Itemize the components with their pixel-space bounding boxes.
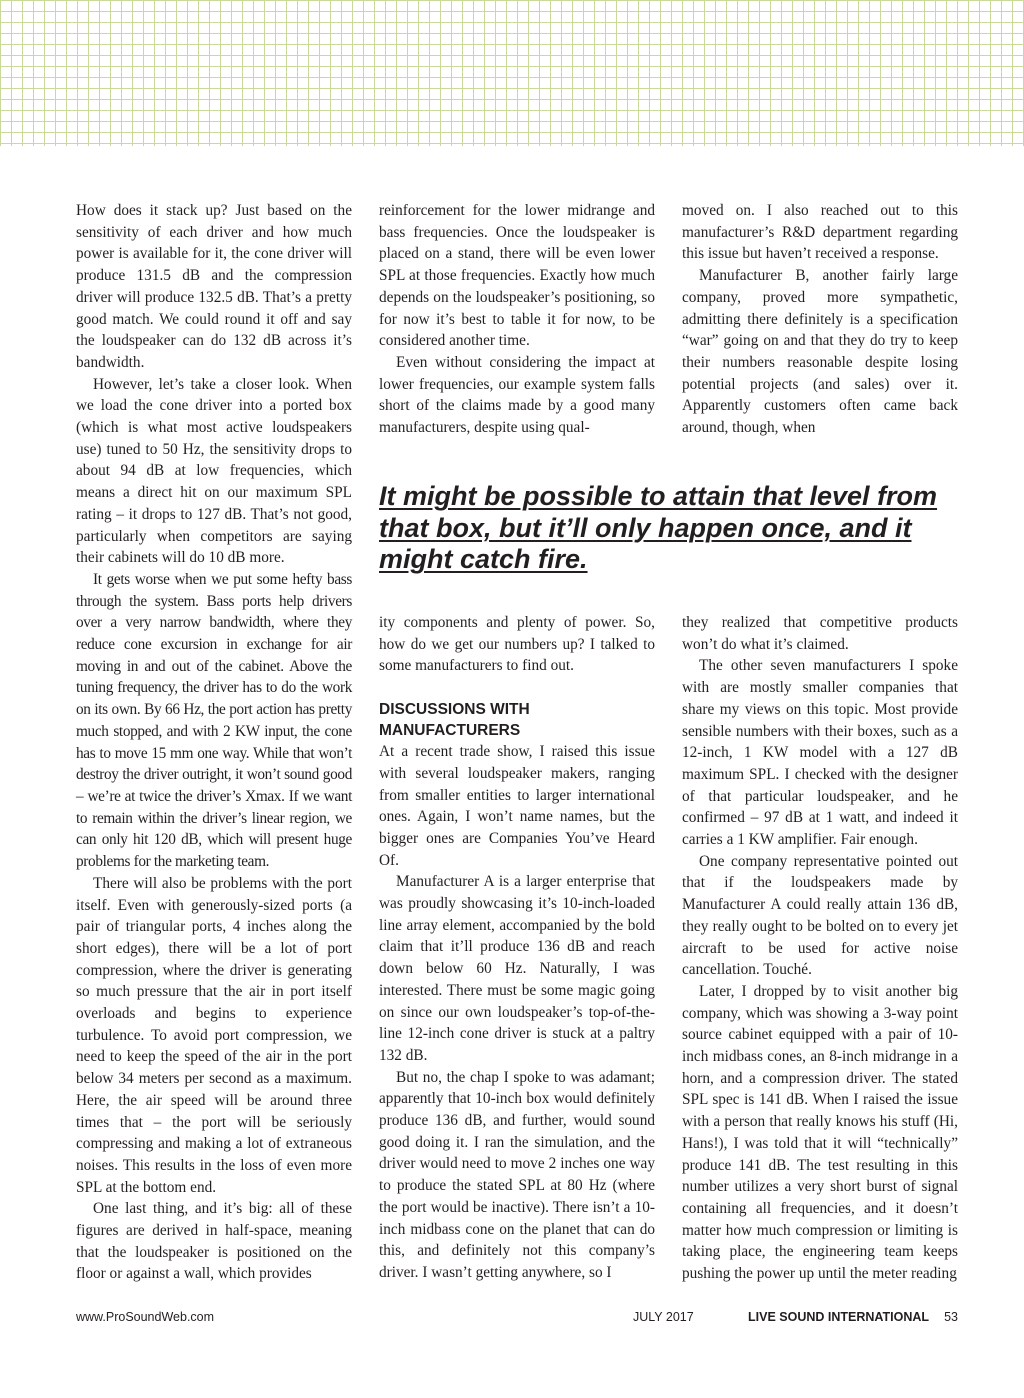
page-footer bbox=[76, 1310, 958, 1330]
paragraph: Later, I dropped by to visit another big company, which was showing a 3-way point source cabinet equipped with a pair of 10-inch midbass cones, an 8-inch midrange in a horn, and a compression driver. The stated SPL spec is 141 dB. When I raised the issue with a person that really knows his stuff (Hi, Hans!), I was told that it will “technically” produce 141 dB. The test resulting in this number utilizes a very short burst of signal containing all frequencies, and it doesn’t matter how much compression or limiting is taking place, the engineering team keeps pushing the power up until the meter reading bbox=[682, 982, 958, 1283]
article-column-1 bbox=[76, 200, 352, 1285]
graph-paper-header-band bbox=[0, 0, 1024, 146]
paragraph: How does it stack up? Just based on the sensitivity of each driver and how much power is available for it, the cone driver will produce 131.5 dB and the compression driver will produce 132.5 dB. That’s a pretty good match. We could round it off and say the loudspeaker can do 132 dB across it’s bandwidth. bbox=[76, 202, 352, 371]
footer-issue-date: JULY 2017 bbox=[633, 1310, 694, 1324]
paragraph: One company representative pointed out that if the loudspeakers made by Manufacturer A could really attain 136 dB, they really ought to be bolted on to every jet aircraft to be used for active noise cancellation. Touché. bbox=[682, 852, 958, 979]
paragraph: Manufacturer A is a larger enterprise that was proudly showcasing it’s 10-inch-loaded line array element, accompanied by the bold claim that it’ll produce 136 dB and reach down below 60 Hz. Naturally, I was interested. There must be some magic going on since our own loudspeaker’s top-of-the-line 12-inch cone driver is stuck at a paltry 132 dB. bbox=[379, 873, 655, 1064]
paragraph: However, let’s take a closer look. When we load the cone driver into a ported box (which is what most active loudspeakers use) tuned to 50 Hz, the sensitivity drops to about 94 dB at low frequencies, which means a direct hit on our maximum SPL rating – it drops to 127 dB. That’s not good, particularly when competitors are saying their cabinets will do 10 dB more. bbox=[76, 375, 352, 567]
paragraph: Manufacturer B, another fairly large company, proved more sympathetic, admitting there definitely is a specification “war” going on and that they do try to keep their numbers reasonable despite losing potential projects (and sales) over it. Apparently customers often came back around, though, when bbox=[682, 267, 958, 437]
paragraph: There will also be problems with the port itself. Even with generously-sized ports (a pair of triangular ports, 4 inches along the short edges), there will be a lot of port compression, where the driver is generating so much pressure that the air in port itself overloads and begins to experience turbulence. To avoid port compression, we need to keep the speed of the air in the port below 34 meters per second as a maximum. Here, the air speed will be around three times that – the port will be seriously compressing and making a lot of extraneous noises. This results in the loss of even more SPL at the bottom end. bbox=[76, 874, 352, 1196]
pull-quote: It might be possible to attain that level from that box, but it’ll only happen once, and it might catch fire. bbox=[379, 481, 938, 574]
paragraph: It gets worse when we put some hefty bass through the system. Bass ports help drivers over a very narrow bandwidth, where they reduce cone excursion in exchange for air moving in and out of the cabinet. Above the tuning frequency, the driver has to do the work on its own. By 66 Hz, the port action has pretty much stopped, and with 2 KW input, the cone has to move 15 mm one way. While that won’t destroy the driver outright, it won’t sound good – we’re at twice the driver’s Xmax. If we want to remain within the driver’s linear region, we can only hit 120 dB, which will present huge problems for the marketing team. bbox=[76, 570, 352, 871]
paragraph: they realized that competitive products won’t do what it’s claimed. bbox=[682, 614, 958, 653]
article-column-2-top bbox=[379, 200, 655, 439]
footer-magazine-name: LIVE SOUND INTERNATIONAL bbox=[748, 1310, 930, 1324]
paragraph: But no, the chap I spoke to was adamant; apparently that 10-inch box would definitely produce 136 dB, and further, would sound good doing it. I ran the simulation, and the driver would need to move 2 inches one way to produce the stated SPL at 80 Hz (where the port would be inactive). There isn’t a 10-inch midbass cone on the planet that can do this, and definitely not this company’s driver. I wasn’t getting anywhere, so I bbox=[379, 1068, 655, 1281]
section-subhead: DISCUSSIONS WITH MANUFACTURERS bbox=[379, 701, 530, 740]
footer-website-link[interactable]: www.ProSoundWeb.com bbox=[76, 1310, 215, 1324]
paragraph: Even without considering the impact at lower frequencies, our example system falls short of the claims made by a good many manufacturers, despite using qual- bbox=[379, 353, 655, 437]
paragraph: ity components and plenty of power. So, how do we get our numbers up? I talked to some manufacturers to find out. bbox=[379, 614, 655, 675]
paragraph: reinforcement for the lower midrange and bass frequencies. Once the loudspeaker is placed on a stand, there will be even lower SPL at those frequencies. Exactly how much depends on the loudspeaker’s positioning, so for now it’s best to table it for now, to be considered another time. bbox=[379, 202, 655, 350]
article-column-2-bottom bbox=[379, 612, 655, 1284]
paragraph: At a recent trade show, I raised this issue with several loudspeaker makers, ranging from smaller entities to larger international ones. Again, I won’t name names, but the bigger ones are Companies You’ve Heard Of. bbox=[379, 743, 655, 869]
article-column-3-top bbox=[682, 200, 958, 439]
paragraph: The other seven manufacturers I spoke with are mostly smaller companies that share my views on this topic. Most provide sensible numbers with their boxes, such as a 12-inch, 1 KW model with a 127 dB maximum SPL. I checked with the designer of that particular loudspeaker, and he confirmed – 97 dB at 1 watt, and indeed it carries a 1 KW amplifier. Fair enough. bbox=[682, 657, 958, 849]
paragraph: One last thing, and it’s big: all of these figures are derived in half-space, meaning that the loudspeaker is positioned on the floor or against a wall, which provides bbox=[76, 1200, 352, 1283]
footer-page-number: 53 bbox=[944, 1310, 958, 1324]
article-column-3-bottom bbox=[682, 612, 958, 1285]
paragraph: moved on. I also reached out to this manufacturer’s R&D department regarding this issue but haven’t received a response. bbox=[682, 202, 958, 263]
